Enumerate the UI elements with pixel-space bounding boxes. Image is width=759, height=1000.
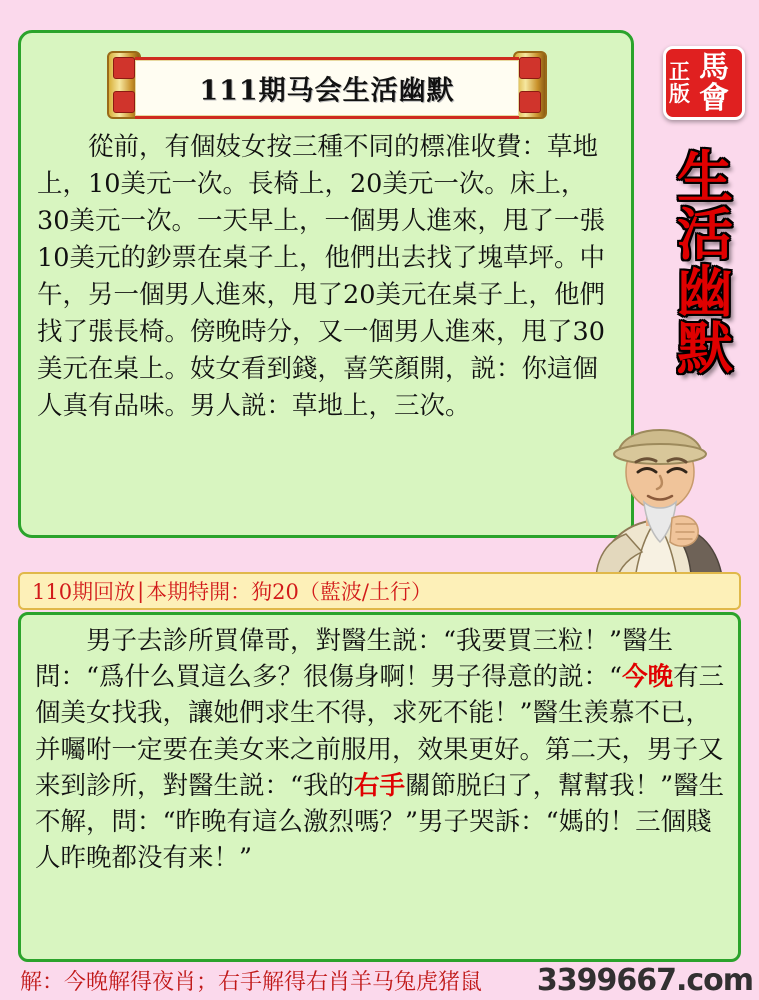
footer-answer-text: 解：今晚解得夜肖；右手解得右肖羊马兔虎猪鼠 (20, 970, 483, 995)
status-badge-official (663, 46, 745, 120)
bottom-text-seg-1: 男子去診所買偉哥，對醫生説：“我要買三粒！”醫生問：“爲什么買這么多？很傷身啊！男子得意的説：“ (35, 626, 674, 693)
stamp-text-left (669, 61, 697, 105)
replay-label[interactable]: 110期回放 (32, 580, 136, 604)
bottom-text-seg-2: 有三個美女找我，讓她們求生不得，求死不能！”醫生羡慕不已，并囑咐一定要在美女来之前服用，效果更好。第二天，男子又来到診所，對醫生説：“我的 (35, 662, 725, 801)
page-title: 111期马会生活幽默 (199, 75, 455, 107)
scroll-knob-bottom-icon (113, 91, 135, 113)
special-result-text: 本期特開：狗20（藍波/土行） (146, 580, 432, 604)
side-title-char-3: 幽 (677, 259, 733, 326)
bottom-text-highlight-1: 今晚 (622, 662, 674, 693)
scroll-paper (135, 57, 519, 119)
stamp-line1: 正版 (669, 59, 690, 106)
stamp-line2: 馬會 (699, 49, 729, 116)
watermark-text: 3399667.com (536, 963, 753, 998)
top-joke-panel (18, 30, 634, 538)
scroll-knob-top-icon (519, 57, 541, 79)
scroll-banner (107, 49, 547, 123)
bottom-text-highlight-2: 右手 (354, 770, 406, 801)
stamp-text-right (699, 49, 739, 116)
side-title-char-4: 默 (677, 316, 733, 383)
bottom-joke-panel (18, 612, 741, 962)
side-title-char-2: 活 (677, 202, 733, 269)
scroll-knob-bottom-icon (519, 91, 541, 113)
side-vertical-title (659, 145, 751, 383)
separator-text: | (137, 579, 145, 603)
bottom-joke-text (35, 623, 726, 876)
scroll-knob-top-icon (113, 57, 135, 79)
top-joke-text: 從前，有個妓女按三種不同的標准收費：草地上，10美元一次。長椅上，20美元一次。床上，30美元一次。一天早上，一個男人進來，甩了一張10美元的鈔票在桌子上，他們出去找了塊草坪。中午，另一個男人進來，甩了20美元在桌子上，他們找了張長椅。傍晚時分，又一個男人進來，甩了30美元在桌上。妓女看到錢，喜笑顏開，説：你這個人真有品味。男人説：草地上，三次。 (37, 132, 605, 421)
mid-info-bar (18, 572, 741, 610)
side-title-char-1: 生 (677, 145, 733, 211)
bottom-text-seg-3: 關節脱臼了，幫幫我！”醫生不解，問：“昨晚有這么激烈嗎？”男子哭訴：“媽的！三個賤人昨晚都没有来！” (35, 770, 725, 874)
